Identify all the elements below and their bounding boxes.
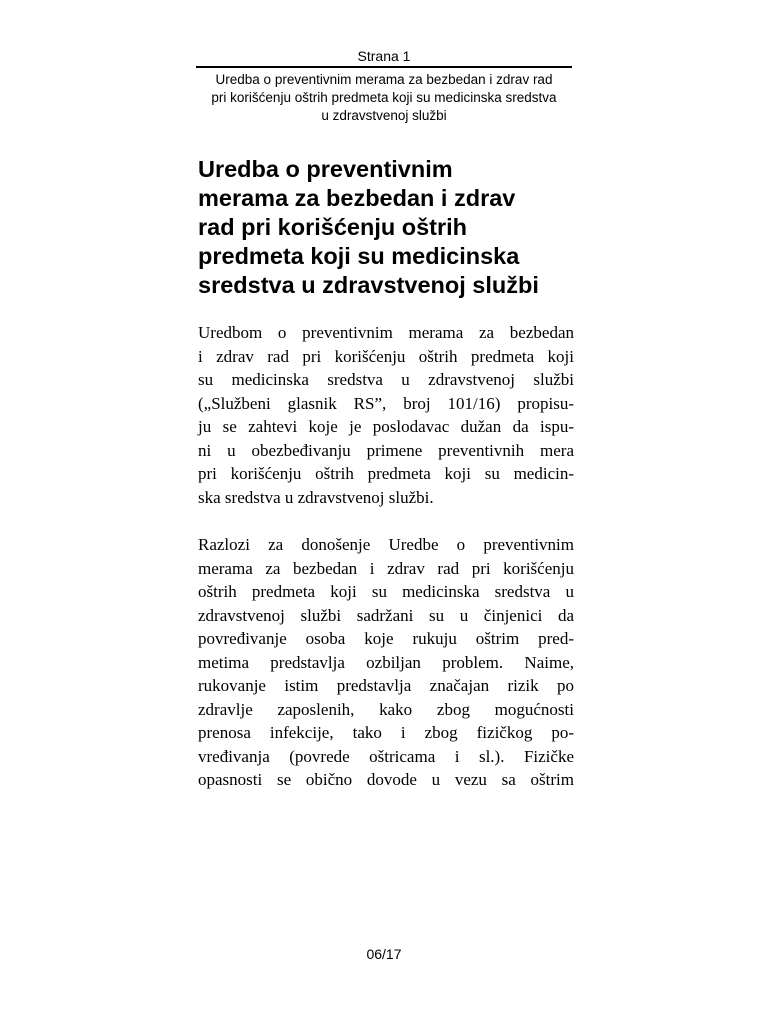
body-paragraph-1-last-line: ska sredstva u zdravstvenoj službi. bbox=[198, 487, 434, 507]
page-number: 06/17 bbox=[366, 946, 402, 962]
body-paragraph-1 bbox=[198, 321, 574, 509]
page-label: Strana 1 bbox=[357, 48, 411, 64]
header-divider bbox=[196, 66, 572, 68]
page-header bbox=[196, 48, 572, 125]
body-paragraph-2: Razlozi za donošenje Uredbe o preventivnim merama za bezbedan i zdrav rad pri korišćenju oštrih predmeta koji su medicinska sredstva u zdravstvenoj službi sadržani su u činjenici da povređivanje osoba koje rukuju oštrim pred- metima predstavlja ozbiljan problem. Naime, rukovanje istim predstavlja značajan rizik po zdravlje zaposlenih, kako zbog mogućnosti prenosa infekcije, tako i zbog fizičkog po- vređivanja (povrede oštricama i sl.). Fizičke opasnosti se obično dovode u vezu sa oštrim bbox=[198, 535, 574, 789]
document-title: Uredba o preventivnim merama za bezbedan i zdrav rad pri korišćenju oštrih predmeta koji su medicinska sredstva u zdravstvenoj službi bbox=[198, 156, 539, 298]
body-paragraph-1-text: Uredbom o preventivnim merama za bezbedan i zdrav rad pri korišćenju oštrih predmeta koji su medicinska sredstva u zdravstvenoj službi („Službeni glasnik RS”, broj 101/16) propisu- ju se zahtevi koje je poslodavac dužan da ispu- ni u obezbeđivanju primene preventivnih mera pri korišćenju oštrih predmeta koji su medicin- bbox=[198, 323, 574, 483]
running-title: Uredba o preventivnim merama za bezbedan i zdrav rad pri korišćenju oštrih predmeta koji su medicinska sredstva u zdravstvenoj službi bbox=[211, 72, 557, 123]
